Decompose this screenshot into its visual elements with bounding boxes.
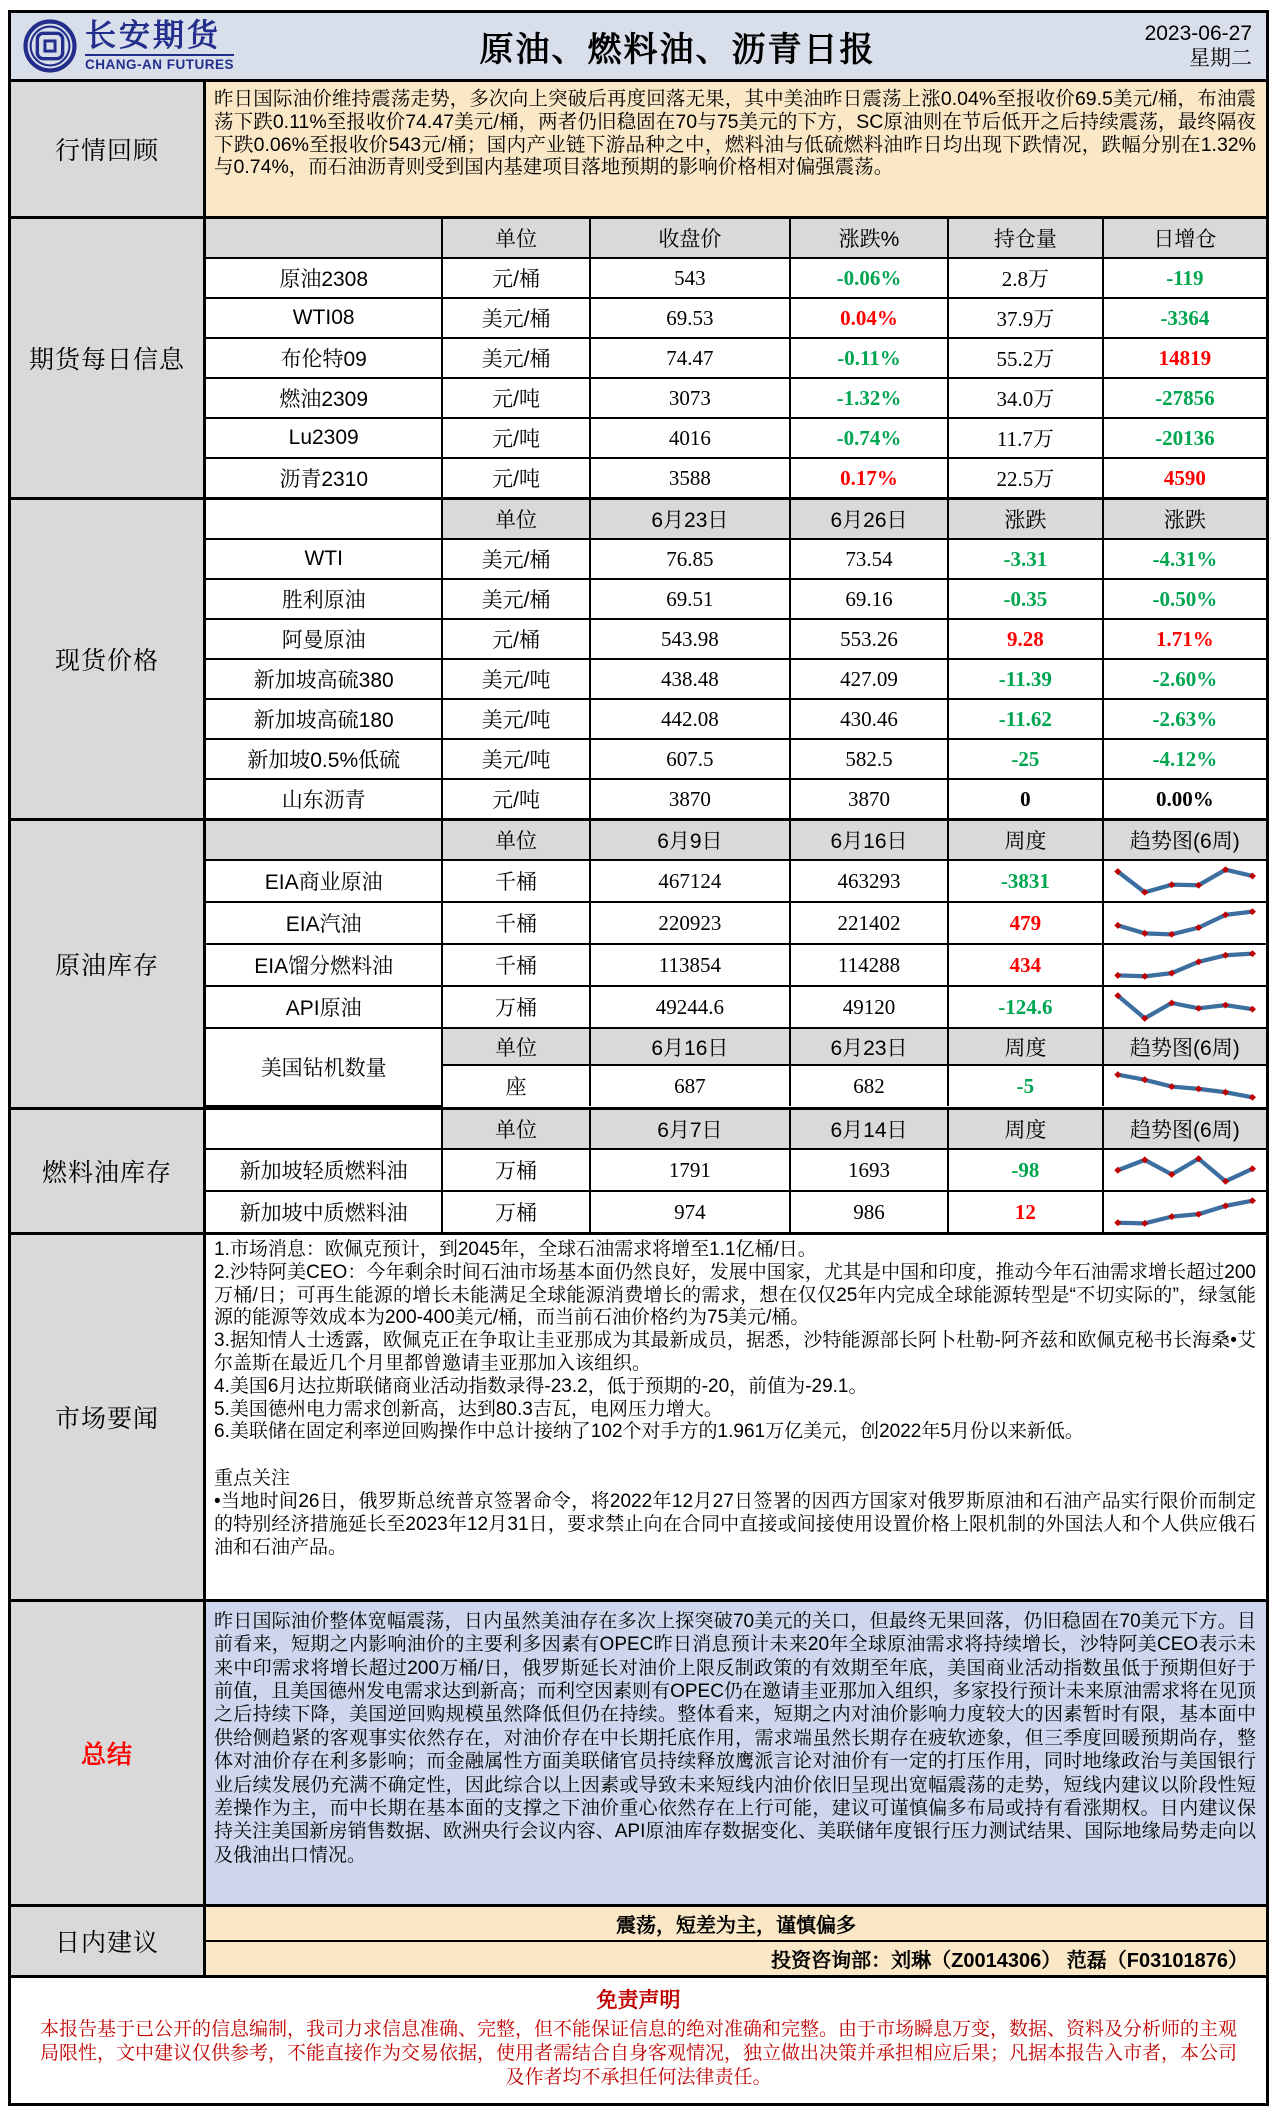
cell-change-pct: -4.31% xyxy=(1103,539,1266,579)
cell-product-name: WTI xyxy=(206,539,442,579)
section-label-market-news: 市场要闻 xyxy=(11,1235,206,1599)
cell-trend-sparkline xyxy=(1103,1191,1266,1232)
news-focus-item: •当地时间26日，俄罗斯总统普京签署命令，将2022年12月27日签署的因西方国家对俄罗斯原油和石油产品实行限价而制定的特别经济措施延长至2023年12月31日，要求禁止向在合同中直接或间接使用设置价格上限机制的外国法人和个人供应俄石油和石油产品。 xyxy=(214,1490,1256,1558)
trend-sparkline-chart xyxy=(1112,1153,1258,1187)
header-date1: 6月9日 xyxy=(590,821,790,860)
table-row xyxy=(206,659,1266,699)
cell-series-name: EIA汽油 xyxy=(206,902,442,944)
cell-unit: 元/桶 xyxy=(442,619,589,659)
disclaimer-text: 本报告基于已公开的信息编制，我司力求信息准确、完整，但不能保证信息的绝对准确和完整。由于市场瞬息万变，数据、资料及分析师的主观局限性，文中建议仅供参考，不能直接作为交易依据，使用者需结合自身客观情况，独立做出决策并承担相应后果；凡据本报告入市者，本公司及作者均不承担任何法律责任。 xyxy=(39,2019,1237,2088)
cell-weekly-change: -3831 xyxy=(948,860,1103,902)
news-item: 6.美联储在固定利率逆回购操作中总计接纳了102个对手方的1.961万亿美元，创2022年5月份以来新低。 xyxy=(214,1421,1084,1443)
cell-change-pct: -2.60% xyxy=(1103,659,1266,699)
cell-trend-sparkline xyxy=(1103,902,1266,944)
header-corner-cell xyxy=(206,219,442,258)
header-unit: 单位 xyxy=(442,1028,589,1065)
cell-price-date1: 76.85 xyxy=(590,539,790,579)
cell-series-name: 新加坡中质燃料油 xyxy=(206,1191,442,1232)
cell-value-date2: 49120 xyxy=(790,986,948,1028)
header-change-pct: 涨跌 xyxy=(1103,500,1266,539)
header-weekly-change: 周度 xyxy=(948,1110,1103,1149)
cell-series-name: EIA馏分燃料油 xyxy=(206,944,442,986)
header-date2: 6月16日 xyxy=(790,821,948,860)
cell-price-date1: 607.5 xyxy=(590,739,790,779)
disclaimer-block xyxy=(11,1978,1266,2103)
cell-unit: 万桶 xyxy=(442,1149,589,1191)
news-item: 5.美国德州电力需求创新高，达到80.3吉瓦，电网压力增大。 xyxy=(214,1398,723,1420)
cell-open-interest: 37.9万 xyxy=(948,298,1103,338)
advisory-dept-signature: 投资咨询部：刘琳（Z0014306） 范磊（F03101876） xyxy=(206,1942,1266,1975)
cell-change: 0 xyxy=(948,779,1103,818)
cell-series-name: API原油 xyxy=(206,986,442,1028)
table-row xyxy=(206,902,1266,944)
cell-value-date1: 1791 xyxy=(590,1149,790,1191)
cell-contract-name: 原油2308 xyxy=(206,258,442,298)
news-item: 2.沙特阿美CEO：今年剩余时间石油市场基本面仍然良好，发展中国家，尤其是中国和印度，推动今年石油需求增长超过200万桶/日；可再生能源的增长未能满足全球能源消费增长的需求，想在仅仅25年内完成全球能源转型是“不切实际的”，绿氢能源的能源等效成本为200-400美元/桶，而当前石油价格约为75美元/桶。 xyxy=(214,1261,1256,1329)
cell-price-date2: 69.16 xyxy=(790,579,948,619)
table-row xyxy=(206,860,1266,902)
header-corner-cell xyxy=(206,1110,442,1149)
header-date2: 6月26日 xyxy=(790,500,948,539)
cell-oi-change: -20136 xyxy=(1103,418,1266,458)
cell-change-pct: 1.71% xyxy=(1103,619,1266,659)
cell-contract-name: Lu2309 xyxy=(206,418,442,458)
cell-close-price: 543 xyxy=(590,258,790,298)
cell-value-date1: 49244.6 xyxy=(590,986,790,1028)
section-market-news xyxy=(11,1235,1266,1602)
cell-trend-sparkline xyxy=(1103,944,1266,986)
header-unit: 单位 xyxy=(442,500,589,539)
trend-sparkline-chart xyxy=(1112,1195,1258,1229)
trend-sparkline-chart xyxy=(1112,1069,1258,1103)
section-label-fuel-inventory: 燃料油库存 xyxy=(11,1110,206,1232)
section-futures-daily xyxy=(11,219,1266,500)
news-focus-title: 重点关注 xyxy=(214,1468,291,1490)
table-row xyxy=(206,779,1266,818)
cell-change-pct: -4.12% xyxy=(1103,739,1266,779)
cell-change-pct: -0.11% xyxy=(790,338,948,378)
cell-open-interest: 2.8万 xyxy=(948,258,1103,298)
section-label-crude-inventory: 原油库存 xyxy=(11,821,206,1107)
cell-value-date2: 114288 xyxy=(790,944,948,986)
cell-unit: 美元/桶 xyxy=(442,539,589,579)
table-row xyxy=(206,1149,1266,1191)
cell-open-interest: 22.5万 xyxy=(948,458,1103,497)
cell-unit: 美元/吨 xyxy=(442,699,589,739)
cell-value-date2: 986 xyxy=(790,1191,948,1232)
cell-unit: 元/吨 xyxy=(442,418,589,458)
cell-change: 9.28 xyxy=(948,619,1103,659)
header-trend-chart: 趋势图(6周) xyxy=(1103,1110,1266,1149)
section-market-review xyxy=(11,82,1266,219)
cell-change-pct: -0.06% xyxy=(790,258,948,298)
cell-price-date1: 438.48 xyxy=(590,659,790,699)
trend-sparkline-chart xyxy=(1112,906,1258,940)
cell-value-date1: 467124 xyxy=(590,860,790,902)
header-weekly-change: 周度 xyxy=(948,1028,1103,1065)
table-header-row xyxy=(206,1110,1266,1149)
cell-change: -25 xyxy=(948,739,1103,779)
date-value: 2023-06-27 xyxy=(1144,21,1252,45)
report-header xyxy=(11,13,1266,82)
table-row xyxy=(206,699,1266,739)
cell-change: -3.31 xyxy=(948,539,1103,579)
cell-change-pct: -0.74% xyxy=(790,418,948,458)
cell-value-date1: 113854 xyxy=(590,944,790,986)
cell-close-price: 3588 xyxy=(590,458,790,497)
cell-unit: 千桶 xyxy=(442,902,589,944)
cell-weekly-change: 434 xyxy=(948,944,1103,986)
brand-logo-block xyxy=(11,19,313,73)
cell-price-date2: 427.09 xyxy=(790,659,948,699)
table-row xyxy=(206,1191,1266,1232)
cell-unit: 美元/吨 xyxy=(442,659,589,699)
cell-trend-sparkline xyxy=(1103,1149,1266,1191)
table-row xyxy=(206,539,1266,579)
cell-contract-name: WTI08 xyxy=(206,298,442,338)
market-review-text: 昨日国际油价维持震荡走势，多次向上突破后再度回落无果，其中美油昨日震荡上涨0.04%至报收价69.5美元/桶，布油震荡下跌0.11%至报收价74.47美元/桶，两者仍旧稳固在70与75美元的下方，SC原油则在节后低开之后持续震荡，最终隔夜下跌0.06%至报收价543元/桶；国内产业链下游品种之中，燃料油与低硫燃料油昨日均出现下跌情况，跌幅分别在1.32%与0.74%，而石油沥青则受到国内基建项目落地预期的影响价格相对偏强震荡。 xyxy=(206,82,1266,216)
cell-close-price: 69.53 xyxy=(590,298,790,338)
cell-unit: 美元/桶 xyxy=(442,579,589,619)
header-date2: 6月14日 xyxy=(790,1110,948,1149)
cell-unit: 美元/吨 xyxy=(442,739,589,779)
header-oi-change: 日增仓 xyxy=(1103,219,1266,258)
trend-sparkline-chart xyxy=(1112,948,1258,982)
summary-text: 昨日国际油价整体宽幅震荡，日内虽然美油存在多次上探突破70美元的关口，但最终无果回落，仍旧稳固在70美元下方。目前看来，短期之内影响油价的主要利多因素有OPEC昨日消息预计未来20年全球原油需求将持续增长，沙特阿美CEO表示未来中印需求将增长超过200万桶/日，俄罗斯延长对油价上限反制政策的有效期至年底，美国商业活动指数虽低于预期但好于前值，且美国德州发电需求达到新高；而利空因素则有OPEC仍在邀请圭亚那加入组织，多家投行预计未来原油需求将在见顶之后持续下降，美国逆回购规模虽然降低但仍在持续。整体看来，短期之内对油价影响力度较大的因素暂时有限，基本面中供给侧趋紧的客观事实依然存在，对油价存在中长期托底作用，需求端虽然长期存在疲软迹象，但三季度回暖预期尚存，整体对油价存在利多影响；而金融属性方面美联储官员持续释放鹰派言论对油价有一定的打压作用，同时地缘政治与美国银行业后续发展仍充满不确定性，因此综合以上因素或导致未来短线内油价依旧呈现出宽幅震荡的走势，短线内建议以阶段性短差操作为主，而中长期在基本面的支撑之下油价重心依然存在上行可能，建议可谨慎偏多布局或持有看涨期权。日内建议保持关注美国新房销售数据、欧洲央行会议内容、API原油库存数据变化、美联储年度银行压力测试结果、国际地缘局势走向以及俄油出口情况。 xyxy=(206,1602,1266,1904)
cell-close-price: 4016 xyxy=(590,418,790,458)
cell-price-date2: 582.5 xyxy=(790,739,948,779)
section-intraday-advice xyxy=(11,1907,1266,1978)
table-row xyxy=(206,258,1266,298)
cell-series-name: 新加坡轻质燃料油 xyxy=(206,1149,442,1191)
header-unit: 单位 xyxy=(442,821,589,860)
cell-open-interest: 34.0万 xyxy=(948,378,1103,418)
cell-price-date2: 430.46 xyxy=(790,699,948,739)
trend-sparkline-chart xyxy=(1112,990,1258,1024)
header-close: 收盘价 xyxy=(590,219,790,258)
header-unit: 单位 xyxy=(442,219,589,258)
cell-unit: 美元/桶 xyxy=(442,338,589,378)
header-trend-chart: 趋势图(6周) xyxy=(1103,821,1266,860)
cell-oi-change: -27856 xyxy=(1103,378,1266,418)
cell-unit: 千桶 xyxy=(442,860,589,902)
cell-unit: 元/吨 xyxy=(442,378,589,418)
cell-open-interest: 11.7万 xyxy=(948,418,1103,458)
disclaimer-title: 免责声明 xyxy=(596,1989,681,2012)
header-weekly-change: 周度 xyxy=(948,821,1103,860)
cell-product-name: 阿曼原油 xyxy=(206,619,442,659)
table-header-row xyxy=(206,821,1266,860)
section-crude-inventory xyxy=(11,821,1266,1110)
cell-oi-change: -3364 xyxy=(1103,298,1266,338)
header-change: 涨跌 xyxy=(948,500,1103,539)
cell-close-price: 74.47 xyxy=(590,338,790,378)
cell-series-name: EIA商业原油 xyxy=(206,860,442,902)
section-label-summary: 总结 xyxy=(11,1602,206,1904)
cell-value-date1: 220923 xyxy=(590,902,790,944)
cell-unit: 元/吨 xyxy=(442,458,589,497)
company-logo-icon xyxy=(23,19,77,73)
cell-weekly-change: -98 xyxy=(948,1149,1103,1191)
weekday-value: 星期二 xyxy=(1189,47,1252,70)
cell-product-name: 新加坡高硫180 xyxy=(206,699,442,739)
cell-value-date2: 682 xyxy=(790,1065,948,1106)
brand-name-cn: 长安期货 xyxy=(85,18,221,54)
cell-value-date1: 687 xyxy=(590,1065,790,1106)
table-row xyxy=(206,458,1266,497)
cell-price-date1: 3870 xyxy=(590,779,790,818)
news-item: 1.市场消息：欧佩克预计，到2045年，全球石油需求将增至1.1亿桶/日。 xyxy=(214,1239,817,1260)
header-date2: 6月23日 xyxy=(790,1028,948,1065)
futures-table xyxy=(206,219,1266,497)
cell-value-date2: 1693 xyxy=(790,1149,948,1191)
section-label-market-review: 行情回顾 xyxy=(11,82,206,216)
cell-close-price: 3073 xyxy=(590,378,790,418)
cell-oi-change: -119 xyxy=(1103,258,1266,298)
cell-change-pct: 0.17% xyxy=(790,458,948,497)
cell-change-pct: -1.32% xyxy=(790,378,948,418)
cell-oi-change: 14819 xyxy=(1103,338,1266,378)
header-unit: 单位 xyxy=(442,1110,589,1149)
cell-price-date1: 543.98 xyxy=(590,619,790,659)
table-row xyxy=(206,338,1266,378)
table-row xyxy=(206,619,1266,659)
brand-text xyxy=(85,20,234,72)
brand-name-en: CHANG-AN FUTURES xyxy=(85,54,234,72)
cell-change-pct: -2.63% xyxy=(1103,699,1266,739)
cell-contract-name: 沥青2310 xyxy=(206,458,442,497)
report-date xyxy=(1042,21,1266,71)
cell-unit: 元/吨 xyxy=(442,779,589,818)
crude-inventory-table xyxy=(206,821,1266,1107)
header-open-interest: 持仓量 xyxy=(948,219,1103,258)
cell-trend-sparkline xyxy=(1103,986,1266,1028)
fuel-inventory-table xyxy=(206,1110,1266,1232)
cell-weekly-change: 479 xyxy=(948,902,1103,944)
cell-weekly-change: 12 xyxy=(948,1191,1103,1232)
cell-price-date1: 442.08 xyxy=(590,699,790,739)
section-label-futures-daily: 期货每日信息 xyxy=(11,219,206,497)
news-item: 3.据知情人士透露，欧佩克正在争取让圭亚那成为其最新成员，据悉，沙特能源部长阿卜杜勒-阿齐兹和欧佩克秘书长海桑•艾尔盖斯在最近几个月里都曾邀请圭亚那加入该组织。 xyxy=(214,1330,1256,1374)
cell-open-interest: 55.2万 xyxy=(948,338,1103,378)
cell-price-date2: 553.26 xyxy=(790,619,948,659)
page-title: 原油、燃料油、沥青日报 xyxy=(479,30,876,69)
cell-change-pct: 0.04% xyxy=(790,298,948,338)
cell-change-pct: 0.00% xyxy=(1103,779,1266,818)
daily-report xyxy=(8,10,1269,2106)
section-spot-prices xyxy=(11,500,1266,821)
table-header-row xyxy=(206,500,1266,539)
table-row xyxy=(206,418,1266,458)
news-item: 4.美国6月达拉斯联储商业活动指数录得-23.2，低于预期的-20，前值为-29.1。 xyxy=(214,1375,868,1397)
cell-price-date1: 69.51 xyxy=(590,579,790,619)
cell-unit: 元/桶 xyxy=(442,258,589,298)
header-date1: 6月23日 xyxy=(590,500,790,539)
cell-product-name: 新加坡0.5%低硫 xyxy=(206,739,442,779)
header-corner-cell xyxy=(206,821,442,860)
header-change-pct: 涨跌% xyxy=(790,219,948,258)
table-header-row xyxy=(206,219,1266,258)
cell-price-date2: 3870 xyxy=(790,779,948,818)
cell-change: -11.39 xyxy=(948,659,1103,699)
table-subheader-row xyxy=(206,1028,1266,1065)
cell-value-date2: 463293 xyxy=(790,860,948,902)
trend-sparkline-chart xyxy=(1112,864,1258,898)
section-disclaimer xyxy=(11,1978,1266,2103)
cell-rig-count-name: 美国钻机数量 xyxy=(206,1028,442,1106)
header-trend-chart: 趋势图(6周) xyxy=(1103,1028,1266,1065)
cell-product-name: 胜利原油 xyxy=(206,579,442,619)
table-row xyxy=(206,298,1266,338)
section-summary xyxy=(11,1602,1266,1907)
cell-trend-sparkline xyxy=(1103,1065,1266,1106)
intraday-advice-text: 震荡，短差为主，谨慎偏多 xyxy=(206,1907,1266,1942)
cell-change-pct: -0.50% xyxy=(1103,579,1266,619)
cell-unit: 座 xyxy=(442,1065,589,1106)
header-date1: 6月7日 xyxy=(590,1110,790,1149)
cell-weekly-change: -124.6 xyxy=(948,986,1103,1028)
section-label-spot-prices: 现货价格 xyxy=(11,500,206,818)
cell-weekly-change: -5 xyxy=(948,1065,1103,1106)
cell-trend-sparkline xyxy=(1103,860,1266,902)
cell-unit: 万桶 xyxy=(442,1191,589,1232)
section-label-intraday-advice: 日内建议 xyxy=(11,1907,206,1975)
table-row xyxy=(206,986,1266,1028)
cell-change: -11.62 xyxy=(948,699,1103,739)
cell-contract-name: 燃油2309 xyxy=(206,378,442,418)
cell-unit: 万桶 xyxy=(442,986,589,1028)
market-news-block xyxy=(206,1235,1266,1599)
cell-value-date1: 974 xyxy=(590,1191,790,1232)
cell-contract-name: 布伦特09 xyxy=(206,338,442,378)
cell-product-name: 山东沥青 xyxy=(206,779,442,818)
cell-product-name: 新加坡高硫380 xyxy=(206,659,442,699)
cell-price-date2: 73.54 xyxy=(790,539,948,579)
header-corner-cell xyxy=(206,500,442,539)
cell-change: -0.35 xyxy=(948,579,1103,619)
table-row xyxy=(206,579,1266,619)
cell-value-date2: 221402 xyxy=(790,902,948,944)
cell-oi-change: 4590 xyxy=(1103,458,1266,497)
table-row xyxy=(206,378,1266,418)
table-row xyxy=(206,944,1266,986)
section-fuel-inventory xyxy=(11,1110,1266,1235)
table-row xyxy=(206,739,1266,779)
cell-unit: 美元/桶 xyxy=(442,298,589,338)
header-date1: 6月16日 xyxy=(590,1028,790,1065)
cell-unit: 千桶 xyxy=(442,944,589,986)
spot-table xyxy=(206,500,1266,818)
